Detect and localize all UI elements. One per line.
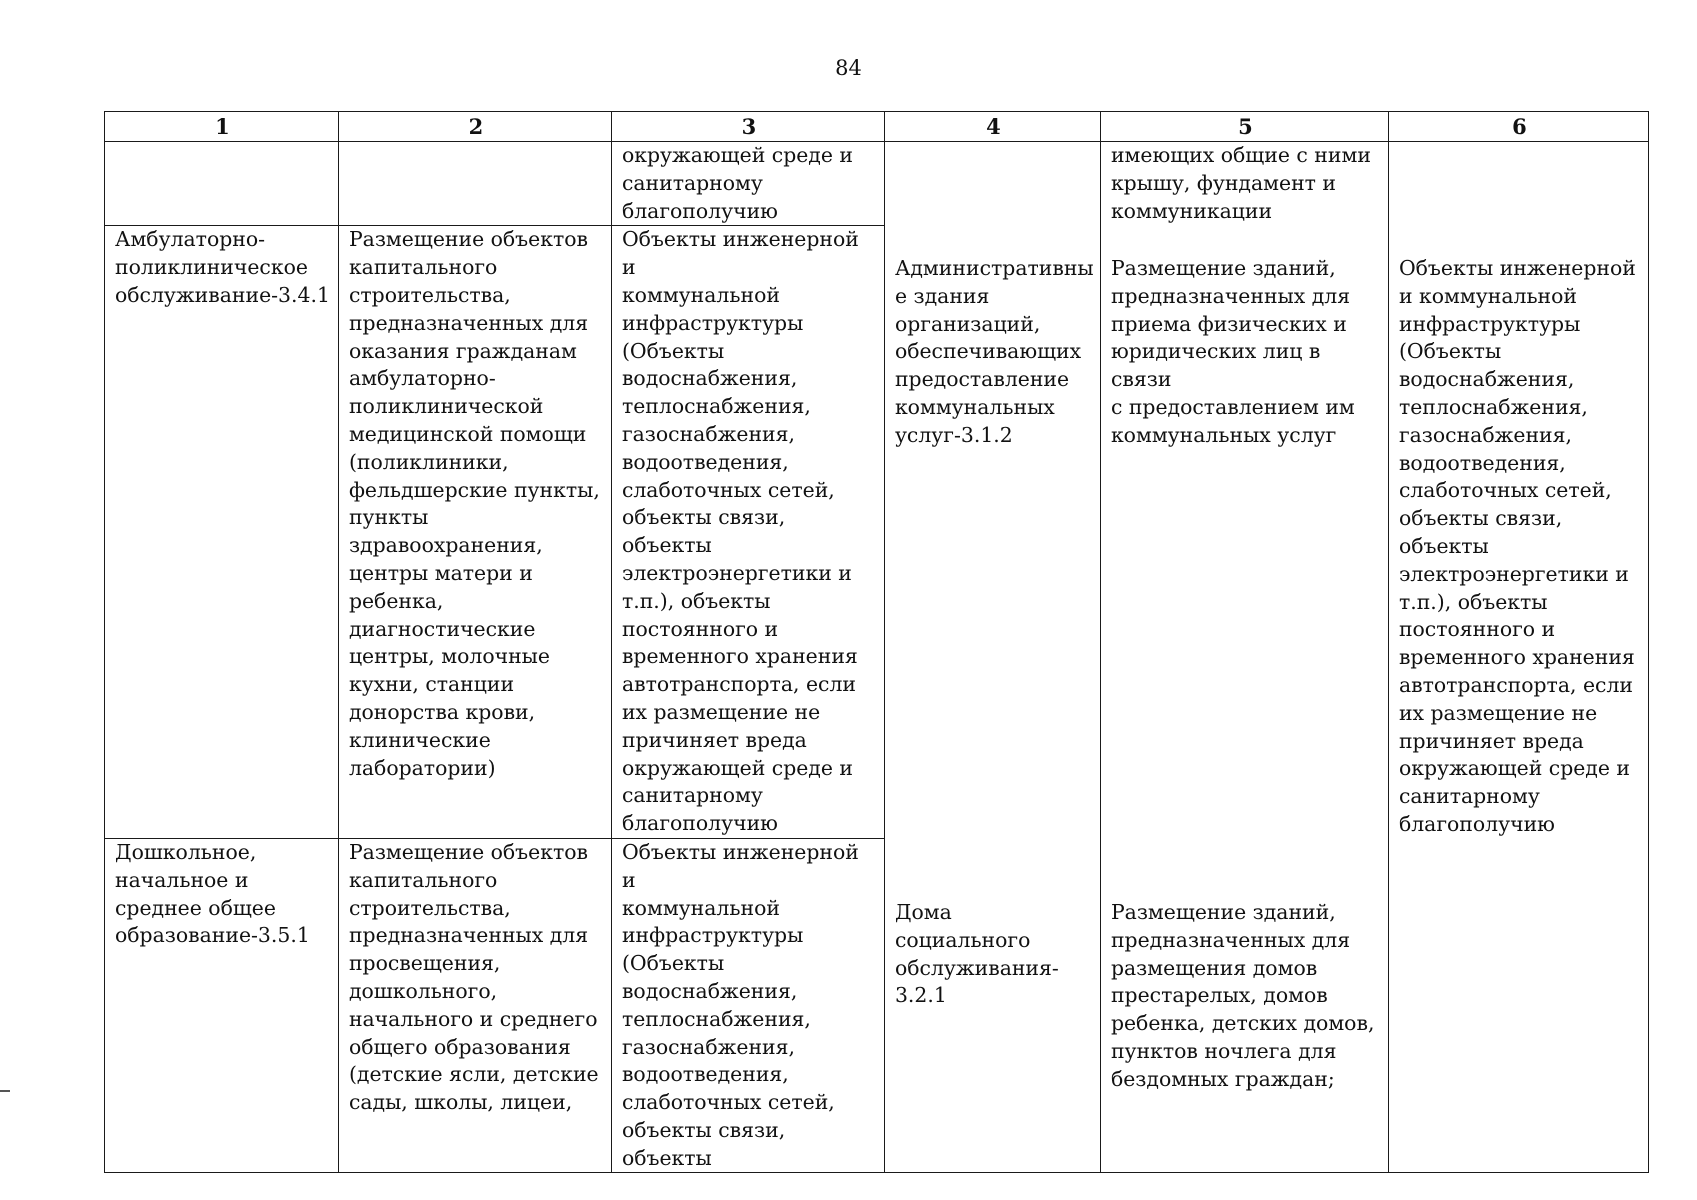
col-6-infrastructure-text: Объекты инженерной и коммунальной инфраструктуры (Объекты водоснабжения, теплоснабжения, газоснабжения, водоотведения, слаботочных сетей, объекты связи, объекты электроэнергетики и т.п.), объекты постоянного и временного хранения автотранспорта, если их размещение не причиняет вреда окружающей среде и санитарному благополучию [1398, 256, 1636, 836]
table-row [105, 142, 1649, 226]
cell-col-5-merged [1100, 142, 1388, 1173]
cell-col-4-merged [884, 142, 1100, 1173]
cell-row-a-col-2 [338, 142, 611, 226]
header-col-6: 6 [1388, 112, 1648, 142]
col-4-social-homes-text: Дома социального обслуживания- 3.2.1 [894, 900, 1059, 1008]
col-5-social-description-text: Размещение зданий, предназначенных для размещения домов престарелых, домов ребенка, детских домов, пунктов ночлега для бездомных граждан; [1110, 900, 1375, 1091]
cell-row-c-col-1: Дошкольное, начальное и среднее общее образование-3.5.1 [105, 838, 339, 1173]
header-col-1: 1 [105, 112, 339, 142]
col-5-admin-description-text: Размещение зданий, предназначенных для приема физических и юридических лиц в связи с предоставлением им коммунальных услуг [1110, 256, 1355, 447]
cell-row-a-col-1 [105, 142, 339, 226]
header-col-3: 3 [611, 112, 884, 142]
cell-row-b-col-2: Размещение объектов капитального строительства, предназначенных для оказания гражданам амбулаторно- поликлинической медицинской помощи (поликлиники, фельдшерские пункты, пункты здравоохранения, центры матери и ребенка, диагностические центры, молочные кухни, станции донорства крови, клинические лаборатории) [338, 226, 611, 839]
cell-row-b-col-1: Амбулаторно- поликлиническое обслуживание-3.4.1 [105, 226, 339, 839]
header-col-5: 5 [1100, 112, 1388, 142]
page-number: 84 [835, 56, 862, 80]
header-row [105, 112, 1649, 142]
land-use-table [104, 111, 1649, 1173]
header-col-2: 2 [338, 112, 611, 142]
cell-row-a-col-3: окружающей среде и санитарному благополучию [611, 142, 884, 226]
col-5-continued-text: имеющих общие с ними крышу, фундамент и коммуникации [1110, 143, 1371, 223]
cell-col-6-merged [1388, 142, 1648, 1173]
cell-row-c-col-2: Размещение объектов капитального строительства, предназначенных для просвещения, дошкольного, начального и среднего общего образования (детские ясли, детские сады, школы, лицеи, [338, 838, 611, 1173]
cell-row-b-col-3: Объекты инженерной и коммунальной инфраструктуры (Объекты водоснабжения, теплоснабжения, газоснабжения, водоотведения, слаботочных сетей, объекты связи, объекты электроэнергетики и т.п.), объекты постоянного и временного хранения автотранспорта, если их размещение не причиняет вреда окружающей среде и санитарному благополучию [611, 226, 884, 839]
col-4-admin-buildings-text: Административны е здания организаций, обеспечивающих предоставление коммунальных услуг-3.1.2 [894, 256, 1094, 447]
margin-mark [0, 1090, 10, 1092]
header-col-4: 4 [884, 112, 1100, 142]
cell-row-c-col-3: Объекты инженерной и коммунальной инфраструктуры (Объекты водоснабжения, теплоснабжения, газоснабжения, водоотведения, слаботочных сетей, объекты связи, объекты [611, 838, 884, 1173]
